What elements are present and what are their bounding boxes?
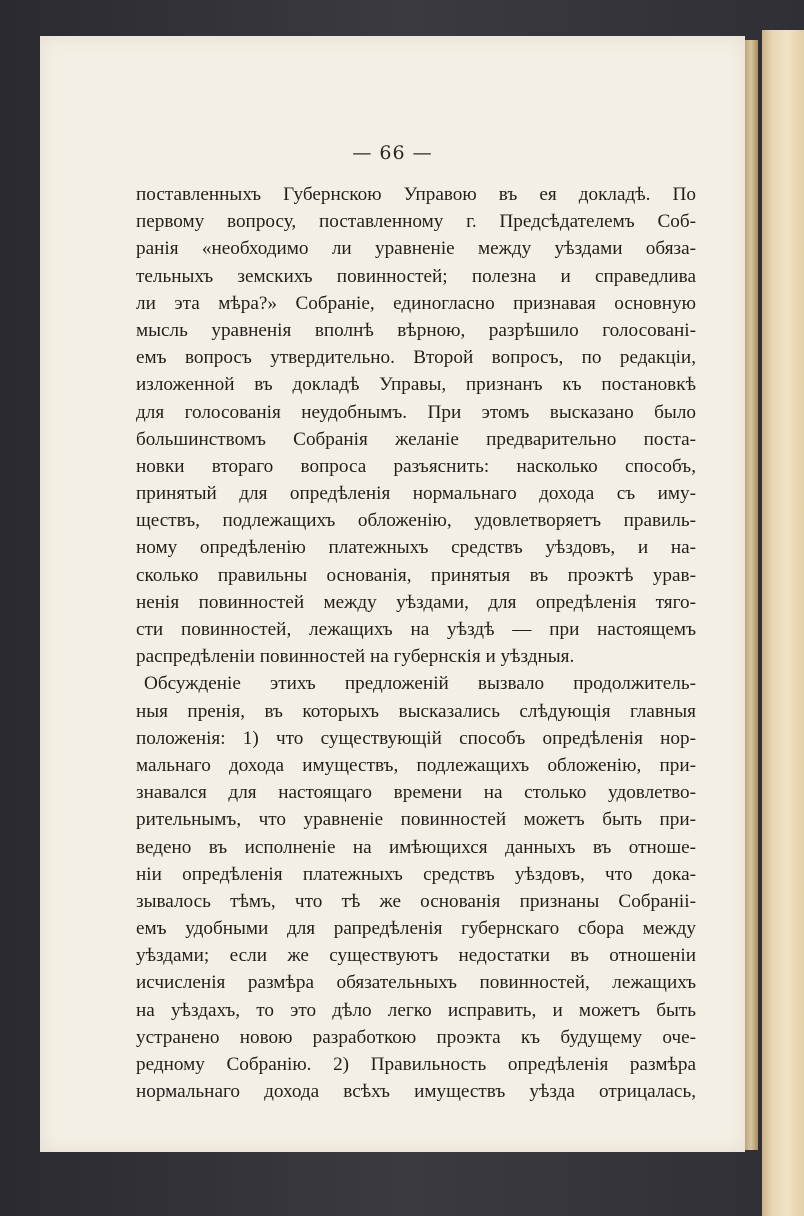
text-line: большинствомъ Собранія желаніе предварительно поста- xyxy=(136,428,696,450)
document-page xyxy=(40,36,745,1152)
text-line: исчисленія размѣра обязательныхъ повинностей, лежащихъ xyxy=(136,972,696,994)
text-line: ли эта мѣра?» Собраніе, единогласно признавая основную xyxy=(136,292,696,314)
text-line: уѣздами; если же существуютъ недостатки въ отношеніи xyxy=(136,945,696,967)
text-line: нормальнаго дохода всѣхъ имуществъ уѣзда отрицалась, xyxy=(136,1081,696,1103)
page-number: — 66 — xyxy=(352,142,433,164)
text-line: емъ удобными для рапредѣленія губернскаго сбора между xyxy=(136,918,696,940)
text-line: рительнымъ, что уравненіе повинностей можетъ быть при- xyxy=(136,809,696,831)
text-line: тельныхъ земскихъ повинностей; полезна и справедлива xyxy=(136,265,696,287)
text-line: новки втораго вопроса разъяснить: насколько способъ, xyxy=(136,455,696,477)
text-line: первому вопросу, поставленному г. Предсѣдателемъ Соб- xyxy=(136,211,696,233)
text-line: сколько правильны основанія, принятыя въ проэктѣ урав- xyxy=(136,564,696,586)
text-line: устранено новою разработкою проэкта къ будущему оче- xyxy=(136,1026,696,1048)
text-line: ныя пренія, въ которыхъ высказались слѣдующія главныя xyxy=(136,700,696,722)
text-line: мысль уравненія вполнѣ вѣрною, разрѣшило голосовані- xyxy=(136,319,696,341)
text-line: принятый для опредѣленія нормальнаго дохода съ иму- xyxy=(136,483,696,505)
text-line: Обсужденіе этихъ предложеній вызвало продолжитель- xyxy=(144,673,696,695)
text-line: емъ вопросъ утвердительно. Второй вопросъ, по редакціи, xyxy=(136,347,696,369)
text-line: ному опредѣленію платежныхъ средствъ уѣздовъ, и на- xyxy=(136,537,696,559)
text-line: знавался для настоящаго времени на столько удовлетво- xyxy=(136,782,696,804)
text-line: ранія «необходимо ли уравненіе между уѣздами обяза- xyxy=(136,238,696,260)
page-stack-edge xyxy=(744,40,758,1150)
text-line: ніи опредѣленія платежныхъ средствъ уѣздовъ, что дока- xyxy=(136,863,696,885)
text-line: положенія: 1) что существующій способъ опредѣленія нор- xyxy=(136,727,696,749)
text-line: сти повинностей, лежащихъ на уѣздѣ — при настоящемъ xyxy=(136,619,696,640)
body-text xyxy=(136,181,696,1105)
text-line: распредѣленіи повинностей на губернскія и уѣздныя. xyxy=(136,646,575,668)
text-line: ведено въ исполненіе на имѣющихся данныхъ въ отноше- xyxy=(136,836,696,858)
text-line: ществъ, подлежащихъ обложенію, удовлетворяетъ правиль- xyxy=(136,510,696,532)
text-line: поставленныхъ Губернскою Управою въ ея докладѣ. По xyxy=(136,184,696,205)
text-line: редному Собранію. 2) Правильность опредѣленія размѣра xyxy=(136,1054,696,1075)
text-line: зывалось тѣмъ, что тѣ же основанія признаны Собраніі- xyxy=(136,890,696,912)
text-line: изложенной въ докладѣ Управы, признанъ къ постановкѣ xyxy=(136,374,696,396)
text-line: для голосованія неудобнымъ. При этомъ высказано было xyxy=(136,401,696,423)
adjacent-page-edge xyxy=(762,30,804,1216)
text-line: на уѣздахъ, то это дѣло легко исправить, и можетъ быть xyxy=(136,999,696,1021)
text-line: ненія повинностей между уѣздами, для опредѣленія тяго- xyxy=(136,591,696,613)
text-line: мальнаго дохода имуществъ, подлежащихъ обложенію, при- xyxy=(136,754,696,776)
